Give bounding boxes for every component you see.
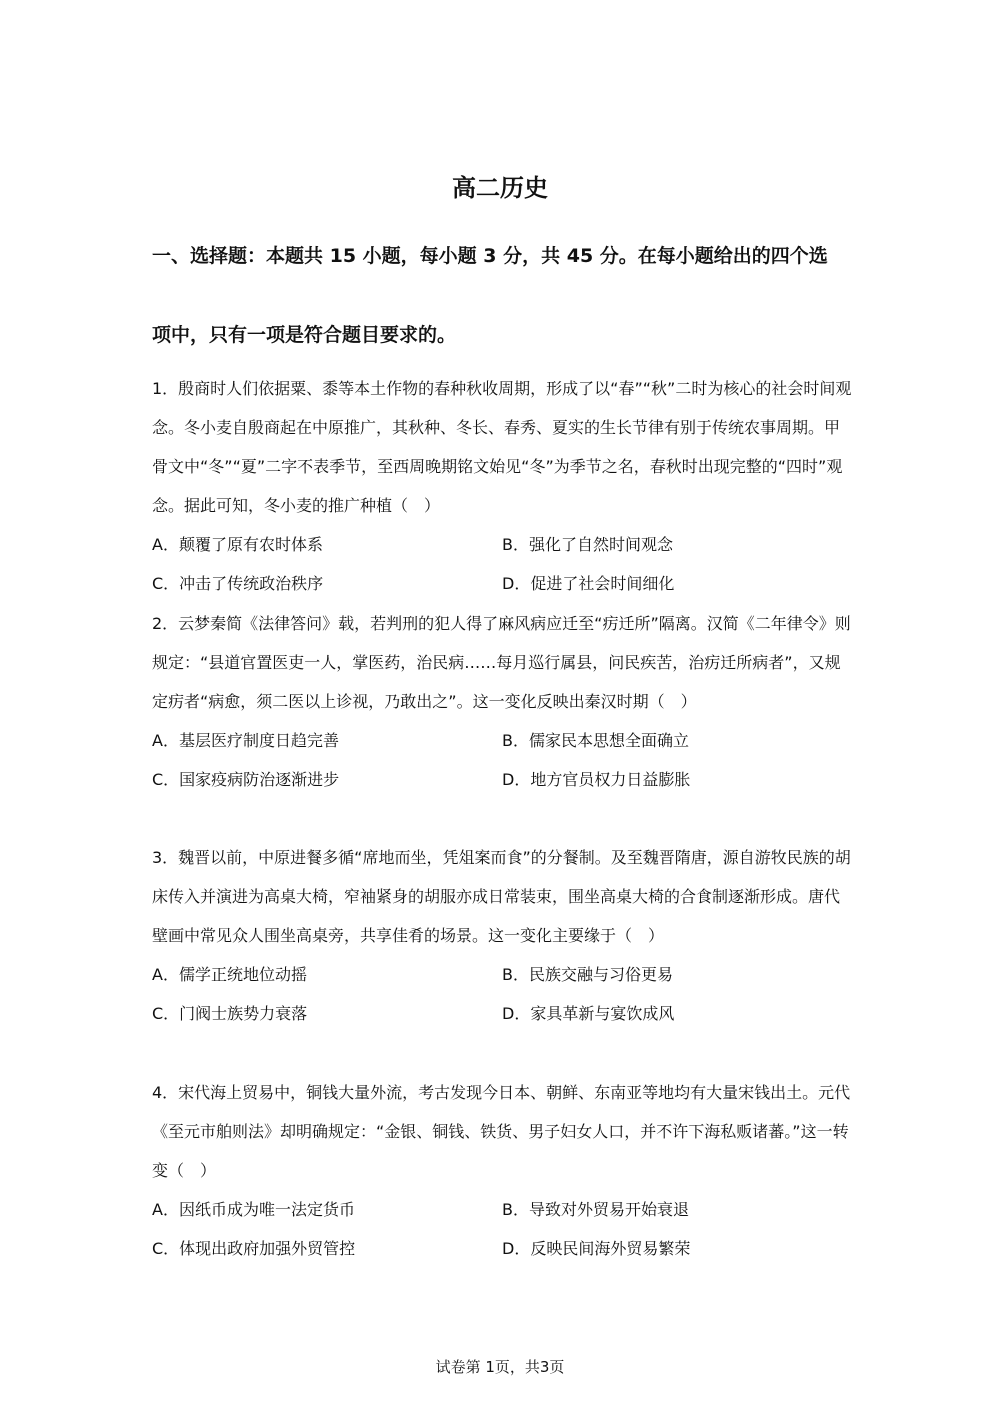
question-1-stem: 1．殷商时人们依据粟、黍等本土作物的春种秋收周期，形成了以“春”“秋”二时为核心的社会时间观念。冬小麦自殷商起在中原推广，其秋种、冬长、春秀、夏实的生长节律有别于传统农事周期。甲骨文中“冬”“夏”二字不表季节，至西周晚期铭文始见“冬”为季节之名，春秋时出现完整的“四时”观念。据此可知，冬小麦的推广种植（ ） — [152, 379, 852, 515]
question-2-option-a[interactable]: A．基层医疗制度日趋完善 — [152, 731, 339, 750]
question-1 — [152, 369, 852, 603]
question-3-stem: 3．魏晋以前，中原进餐多循“席地而坐，凭俎案而食”的分餐制。及至魏晋隋唐，源自游牧民族的胡床传入并演进为高桌大椅，窄袖紧身的胡服亦成日常装束，围坐高桌大椅的合食制逐渐形成。唐代壁画中常见众人围坐高桌旁，共享佳肴的场景。这一变化主要缘于（ ） — [152, 848, 851, 945]
question-4-option-a[interactable]: A．因纸币成为唯一法定货币 — [152, 1200, 355, 1219]
page-footer: 试卷第 1页，共3页 — [435, 1358, 565, 1376]
question-4-option-b[interactable]: B．导致对外贸易开始衰退 — [502, 1200, 689, 1219]
question-2-option-d[interactable]: D．地方官员权力日益膨胀 — [502, 770, 691, 789]
section-heading-line-1: 一、选择题：本题共 15 小题，每小题 3 分，共 45 分。在每小题给出的四个选 — [152, 245, 828, 267]
question-1-option-b[interactable]: B．强化了自然时间观念 — [502, 535, 673, 554]
question-2-options — [152, 721, 852, 799]
question-1-options — [152, 525, 852, 603]
question-3 — [152, 838, 852, 1033]
question-3-options — [152, 955, 852, 1033]
question-3-option-b[interactable]: B．民族交融与习俗更易 — [502, 965, 673, 984]
question-4-options — [152, 1190, 852, 1268]
question-4 — [152, 1073, 852, 1268]
question-4-option-c[interactable]: C．体现出政府加强外贸管控 — [152, 1239, 356, 1258]
question-1-option-c[interactable]: C．冲击了传统政治秩序 — [152, 574, 324, 593]
question-3-option-c[interactable]: C．门阀士族势力衰落 — [152, 1004, 308, 1023]
question-2-stem: 2．云梦秦简《法律答问》载，若判刑的犯人得了麻风病应迁至“疠迁所”隔离。汉简《二年律令》则规定：“县道官置医吏一人，掌医药，治民病……每月巡行属县，问民疾苦，治疠迁所病者”，又规定疠者“病愈，须二医以上诊视，乃敢出之”。这一变化反映出秦汉时期（ ） — [152, 614, 851, 711]
question-1-option-a[interactable]: A．颠覆了原有农时体系 — [152, 535, 323, 554]
question-2-option-c[interactable]: C．国家疫病防治逐渐进步 — [152, 770, 340, 789]
question-2-option-b[interactable]: B．儒家民本思想全面确立 — [502, 731, 689, 750]
question-1-option-d[interactable]: D．促进了社会时间细化 — [502, 574, 675, 593]
question-3-option-d[interactable]: D．家具革新与宴饮成风 — [502, 1004, 675, 1023]
section-heading-line-2: 项中，只有一项是符合题目要求的。 — [152, 324, 457, 346]
page-title: 高二历史 — [452, 174, 548, 202]
question-2 — [152, 604, 852, 799]
question-3-option-a[interactable]: A．儒学正统地位动摇 — [152, 965, 307, 984]
question-4-stem: 4．宋代海上贸易中，铜钱大量外流，考古发现今日本、朝鲜、东南亚等地均有大量宋钱出土。元代《至元市舶则法》却明确规定：“金银、铜钱、铁货、男子妇女人口，并不许下海私贩诸蕃。”这一转变（ ） — [152, 1083, 851, 1180]
question-4-option-d[interactable]: D．反映民间海外贸易繁荣 — [502, 1239, 691, 1258]
